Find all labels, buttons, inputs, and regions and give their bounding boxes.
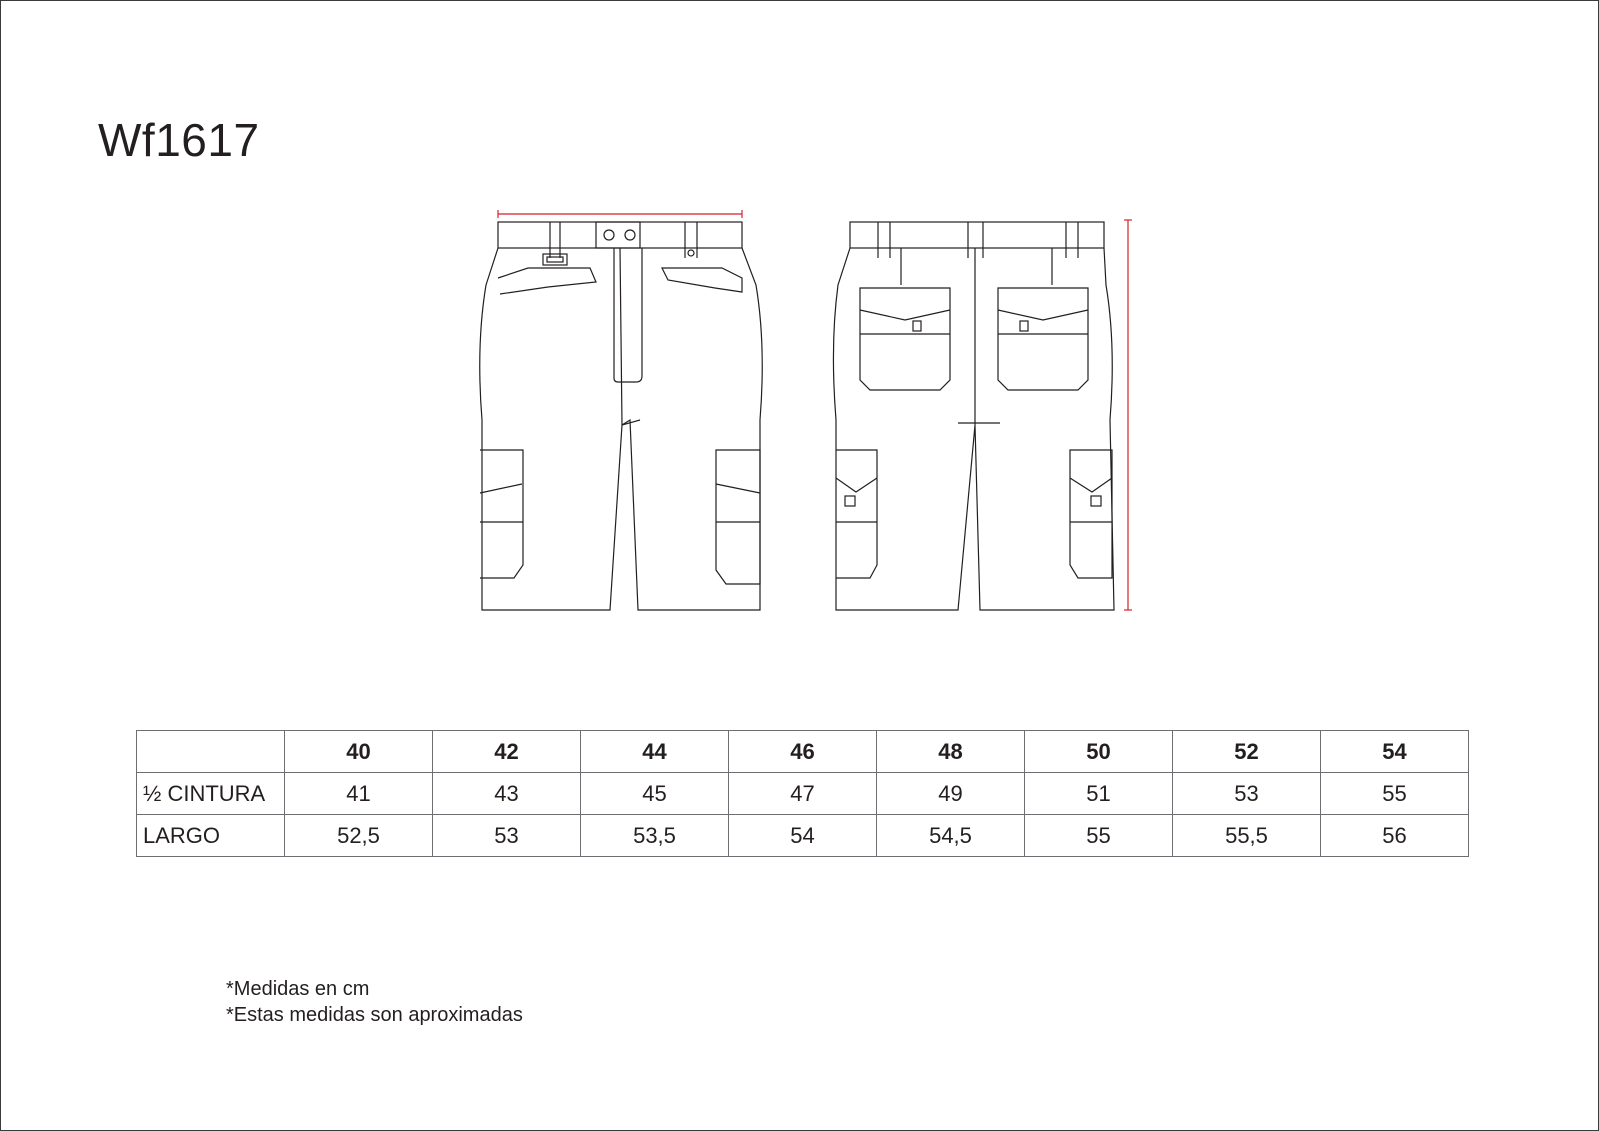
row-label: LARGO xyxy=(137,815,285,857)
table-cell: 43 xyxy=(433,773,581,815)
row-label: ½ CINTURA xyxy=(137,773,285,815)
table-row xyxy=(137,773,1469,815)
table-cell: 45 xyxy=(581,773,729,815)
length-measure-line xyxy=(1124,220,1132,610)
table-cell: 56 xyxy=(1321,815,1469,857)
product-code: Wf1617 xyxy=(98,114,260,166)
table-cell: 54 xyxy=(729,815,877,857)
table-header-cell: 50 xyxy=(1025,731,1173,773)
table-cell: 53 xyxy=(433,815,581,857)
table-header-cell: 44 xyxy=(581,731,729,773)
table-cell: 55 xyxy=(1321,773,1469,815)
table-cell: 53,5 xyxy=(581,815,729,857)
table-header-cell: 48 xyxy=(877,731,1025,773)
table-header-row xyxy=(137,731,1469,773)
table-cell: 41 xyxy=(285,773,433,815)
shorts-technical-drawing xyxy=(460,205,1140,620)
table-header-cell xyxy=(137,731,285,773)
table-cell: 49 xyxy=(877,773,1025,815)
table-header-cell: 42 xyxy=(433,731,581,773)
table-cell: 54,5 xyxy=(877,815,1025,857)
table-cell: 47 xyxy=(729,773,877,815)
table-header-cell: 52 xyxy=(1173,731,1321,773)
back-view-drawing xyxy=(833,220,1132,610)
table-cell: 55 xyxy=(1025,815,1173,857)
table-cell: 51 xyxy=(1025,773,1173,815)
footnote-units: *Medidas en cm xyxy=(226,978,370,1000)
table-header-cell: 40 xyxy=(285,731,433,773)
table-row xyxy=(137,815,1469,857)
table-cell: 55,5 xyxy=(1173,815,1321,857)
size-chart-table xyxy=(136,730,1469,857)
table-cell: 53 xyxy=(1173,773,1321,815)
footnote-approximate: *Estas medidas son aproximadas xyxy=(226,1004,523,1026)
table-header-cell: 54 xyxy=(1321,731,1469,773)
table-header-cell: 46 xyxy=(729,731,877,773)
front-view-drawing xyxy=(480,210,763,610)
footnotes xyxy=(226,976,523,1028)
table-cell: 52,5 xyxy=(285,815,433,857)
waist-measure-line xyxy=(498,210,742,218)
